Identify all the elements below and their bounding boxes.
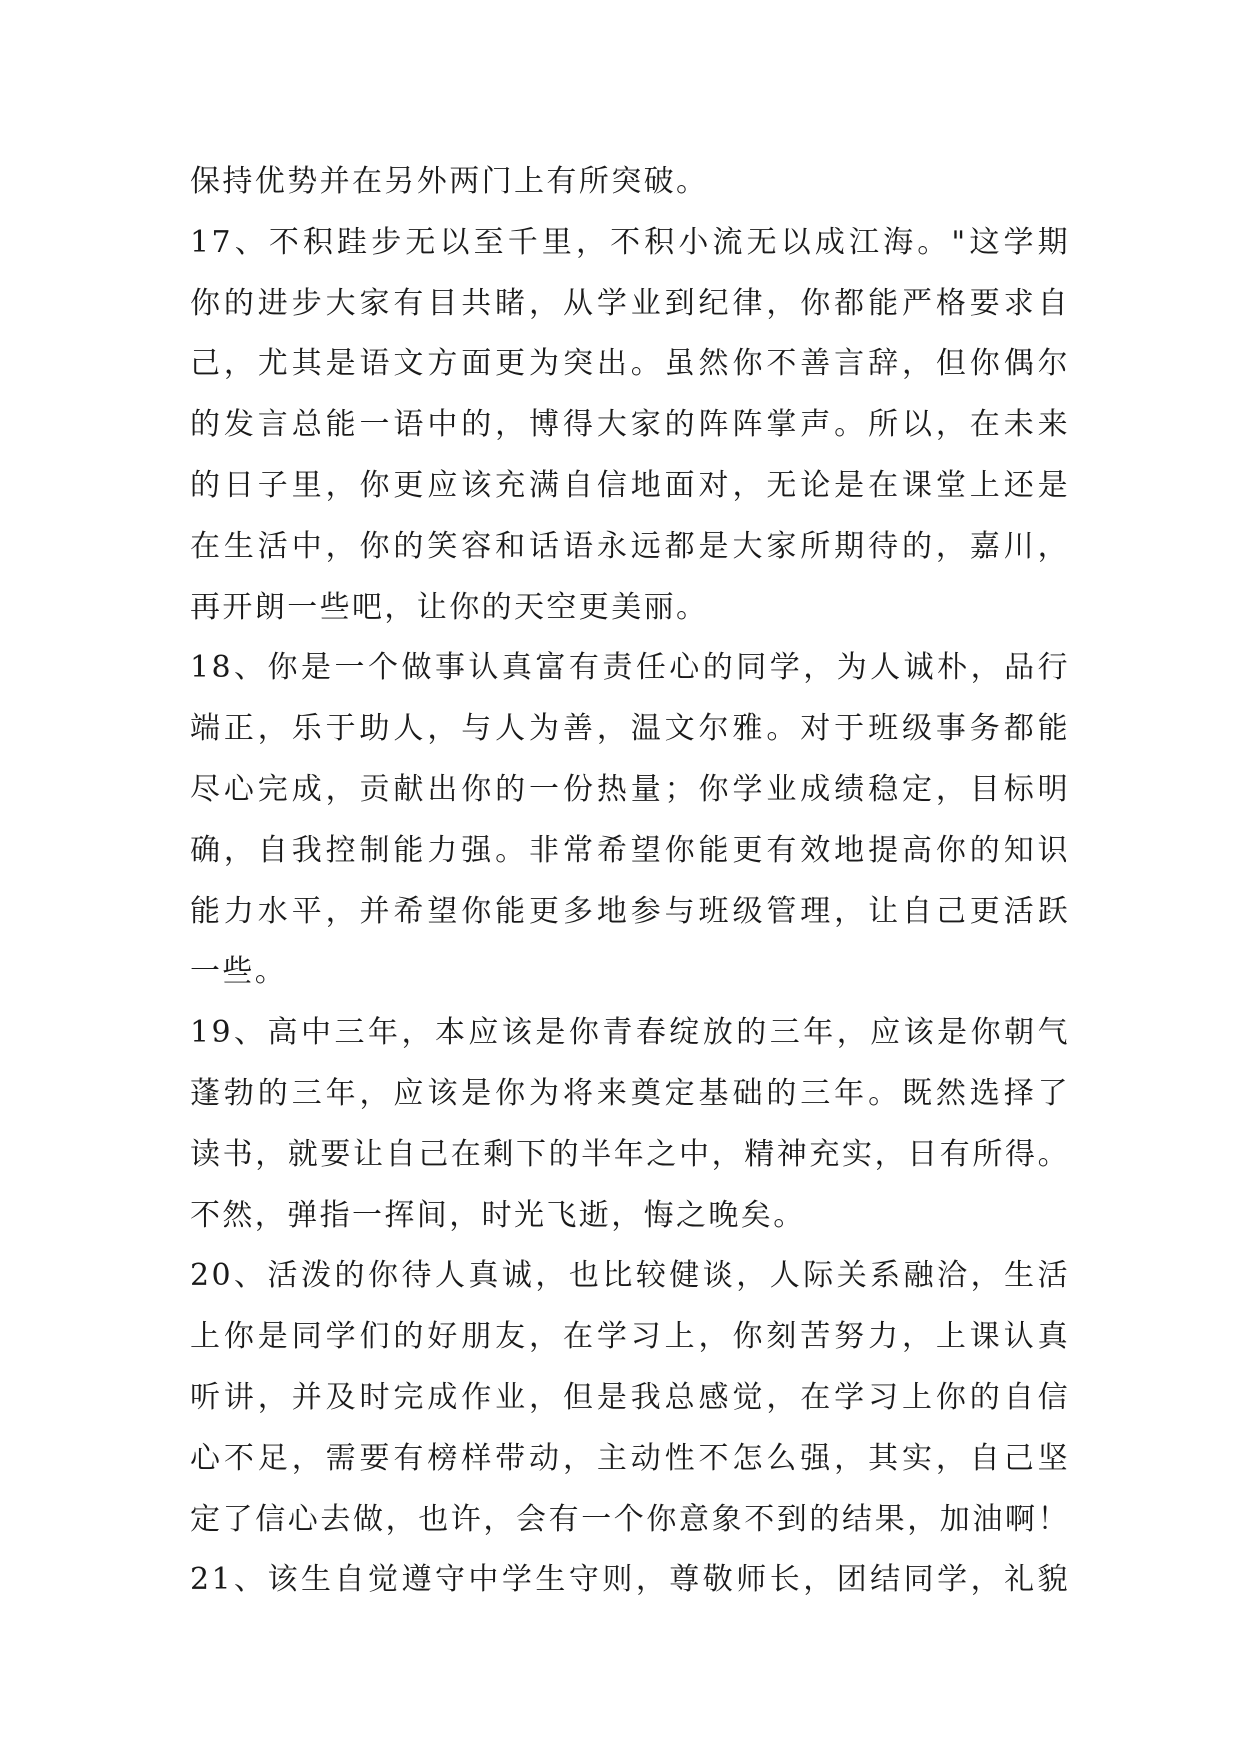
text-line: 上你是同学们的好朋友，在学习上，你刻苦努力，上课认真	[190, 1319, 1070, 1355]
text-line: 读书，就要让自己在剩下的半年之中，精神充实，日有所得。	[190, 1136, 1070, 1172]
text-line: 不然，弹指一挥间，时光飞逝，悔之晚矣。	[190, 1197, 806, 1233]
text-line: 尽心完成，贡献出你的一份热量；你学业成绩稳定，目标明	[190, 771, 1070, 807]
text-line: 能力水平，并希望你能更多地参与班级管理，让自己更活跃	[190, 893, 1070, 929]
text-line: 再开朗一些吧，让你的天空更美丽。	[190, 589, 709, 625]
text-line: 在生活中，你的笑容和话语永远都是大家所期待的，嘉川，	[190, 528, 1070, 564]
text-line: 你的进步大家有目共睹，从学业到纪律，你都能严格要求自	[190, 285, 1070, 321]
comment-text-body	[190, 152, 1070, 1611]
text-line: 定了信心去做，也许，会有一个你意象不到的结果，加油啊！	[190, 1501, 1070, 1537]
text-line: 21、该生自觉遵守中学生守则，尊敬师长，团结同学，礼貌	[190, 1562, 1070, 1598]
text-line: 的发言总能一语中的，博得大家的阵阵掌声。所以，在未来	[190, 407, 1070, 443]
text-line: 18、你是一个做事认真富有责任心的同学，为人诚朴，品行	[190, 650, 1070, 686]
text-line: 19、高中三年，本应该是你青春绽放的三年，应该是你朝气	[190, 1015, 1070, 1051]
text-line: 心不足，需要有榜样带动，主动性不怎么强，其实，自己坚	[190, 1440, 1070, 1476]
text-line: 保持优势并在另外两门上有所突破。	[190, 164, 709, 199]
text-line: 20、活泼的你待人真诚，也比较健谈，人际关系融洽，生活	[190, 1258, 1070, 1294]
text-line: 端正，乐于助人，与人为善，温文尔雅。对于班级事务都能	[190, 711, 1070, 747]
text-line: 一些。	[190, 954, 288, 990]
text-line: 的日子里，你更应该充满自信地面对，无论是在课堂上还是	[190, 467, 1070, 503]
text-line: 己，尤其是语文方面更为突出。虽然你不善言辞，但你偶尔	[190, 346, 1070, 382]
text-line: 17、不积跬步无以至千里，不积小流无以成江海。"这学期	[190, 224, 1070, 260]
text-line: 蓬勃的三年，应该是你为将来奠定基础的三年。既然选择了	[190, 1075, 1070, 1111]
text-line: 确，自我控制能力强。非常希望你能更有效地提高你的知识	[190, 832, 1070, 868]
text-line: 听讲，并及时完成作业，但是我总感觉，在学习上你的自信	[190, 1379, 1070, 1415]
